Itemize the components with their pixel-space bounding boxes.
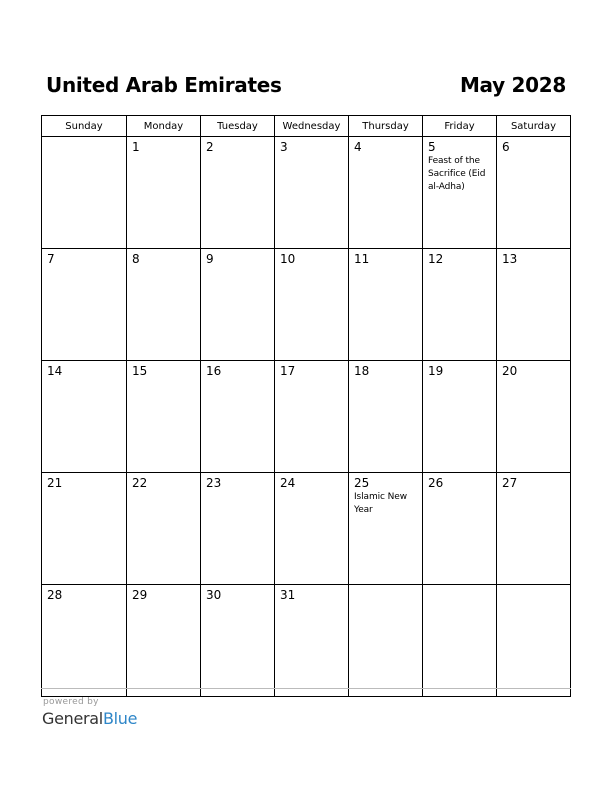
day-number: 8 <box>132 252 140 266</box>
day-cell <box>42 585 127 697</box>
day-cell <box>127 361 201 473</box>
day-cell <box>127 585 201 697</box>
day-cell <box>275 361 349 473</box>
day-number: 23 <box>206 476 222 490</box>
footer <box>41 688 571 728</box>
week-row <box>42 585 571 697</box>
day-number: 28 <box>47 588 63 602</box>
day-number: 17 <box>280 364 296 378</box>
weekday-wednesday: Wednesday <box>275 116 349 137</box>
day-cell <box>497 473 571 585</box>
weekday-header-row <box>42 116 571 137</box>
day-number: 25 <box>354 476 370 490</box>
day-number: 10 <box>280 252 296 266</box>
powered-by-text: powered by <box>43 697 99 707</box>
brand-general-text: General <box>42 709 103 728</box>
day-number: 20 <box>502 364 518 378</box>
day-cell <box>423 361 497 473</box>
weekday-monday: Monday <box>127 116 201 137</box>
day-number: 7 <box>47 252 55 266</box>
day-number: 15 <box>132 364 148 378</box>
day-number: 21 <box>47 476 63 490</box>
day-number: 12 <box>428 252 444 266</box>
page-header <box>46 72 566 98</box>
day-number: 27 <box>502 476 518 490</box>
day-cell <box>42 137 127 249</box>
day-cell <box>201 361 275 473</box>
holiday-event: Feast of the Sacrifice (Eid al-Adha) <box>428 156 486 192</box>
day-cell <box>423 473 497 585</box>
day-cell <box>201 249 275 361</box>
country-title: United Arab Emirates <box>46 73 282 97</box>
weekday-sunday: Sunday <box>42 116 127 137</box>
day-number: 2 <box>206 140 214 154</box>
calendar-grid <box>41 115 571 697</box>
day-number: 14 <box>47 364 63 378</box>
day-cell <box>127 473 201 585</box>
day-cell <box>423 585 497 697</box>
day-cell <box>42 473 127 585</box>
generalblue-logo <box>42 709 137 728</box>
day-cell <box>423 137 497 249</box>
day-cell <box>423 249 497 361</box>
day-cell <box>349 473 423 585</box>
day-number: 3 <box>280 140 288 154</box>
day-cell <box>349 585 423 697</box>
weekday-tuesday: Tuesday <box>201 116 275 137</box>
day-cell <box>497 249 571 361</box>
day-number: 11 <box>354 252 370 266</box>
day-cell <box>349 137 423 249</box>
day-number: 4 <box>354 140 362 154</box>
day-number: 6 <box>502 140 510 154</box>
day-cell <box>201 137 275 249</box>
day-number: 30 <box>206 588 222 602</box>
brand-blue-text: Blue <box>102 709 138 728</box>
day-cell <box>275 249 349 361</box>
day-number: 5 <box>428 140 436 154</box>
day-number: 24 <box>280 476 296 490</box>
day-cell <box>349 249 423 361</box>
day-number: 29 <box>132 588 148 602</box>
day-number: 9 <box>206 252 214 266</box>
day-cell <box>275 137 349 249</box>
day-number: 13 <box>502 252 518 266</box>
day-cell <box>349 361 423 473</box>
day-cell <box>42 361 127 473</box>
calendar-body <box>42 137 571 697</box>
day-cell <box>497 137 571 249</box>
week-row <box>42 249 571 361</box>
weekday-friday: Friday <box>423 116 497 137</box>
day-cell <box>127 249 201 361</box>
day-number: 22 <box>132 476 148 490</box>
day-number: 31 <box>280 588 296 602</box>
week-row <box>42 361 571 473</box>
day-cell <box>497 585 571 697</box>
weekday-saturday: Saturday <box>497 116 571 137</box>
week-row <box>42 137 571 249</box>
day-cell <box>275 585 349 697</box>
day-cell <box>497 361 571 473</box>
day-cell <box>42 249 127 361</box>
weekday-thursday: Thursday <box>349 116 423 137</box>
week-row <box>42 473 571 585</box>
day-cell <box>275 473 349 585</box>
day-number: 26 <box>428 476 444 490</box>
day-cell <box>201 473 275 585</box>
day-number: 1 <box>132 140 140 154</box>
holiday-event: Islamic New Year <box>354 492 407 515</box>
day-number: 16 <box>206 364 222 378</box>
day-cell <box>201 585 275 697</box>
day-cell <box>127 137 201 249</box>
day-number: 19 <box>428 364 444 378</box>
day-number: 18 <box>354 364 370 378</box>
month-title: May 2028 <box>459 73 566 97</box>
